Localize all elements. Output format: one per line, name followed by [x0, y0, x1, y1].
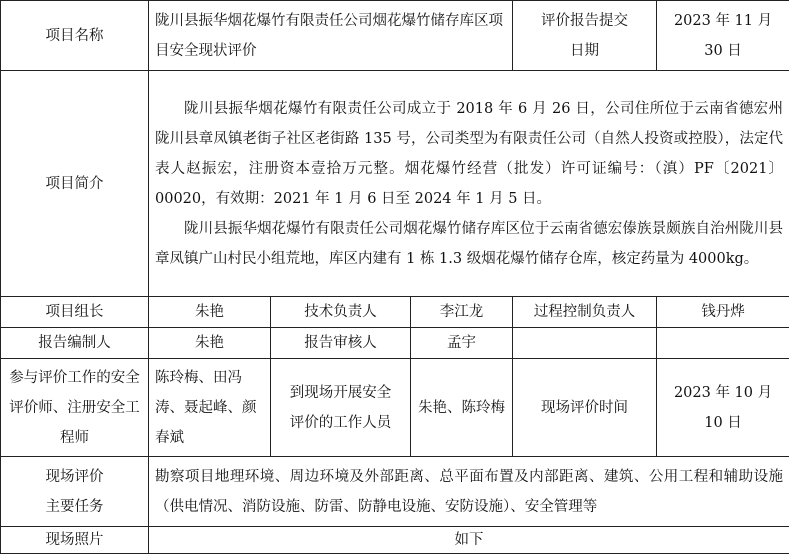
onsite-time-value: 2023 年 10 月 10 日: [657, 359, 789, 457]
tasks-value: 勘察项目地理环境、周边环境及外部距离、总平面布置及内部距离、建筑、公用工程和辅助设施（供电情况、消防设施、防雷、防静电设施、安防设施）、安全管理等: [149, 457, 789, 527]
tech-lead-label: 技术负责人: [271, 297, 411, 328]
tech-lead-value: 李江龙: [411, 297, 513, 328]
process-lead-label: 过程控制负责人: [513, 297, 657, 328]
empty-cell: [657, 328, 789, 359]
reviewer-value: 孟宇: [411, 328, 513, 359]
photos-label: 现场照片: [1, 527, 149, 554]
intro-paragraph-2: 陇川县振华烟花爆竹有限责任公司烟花爆竹储存库区位于云南省德宏傣族景颇族自治州陇川县章凤镇广山村民小组荒地，库区内建有 1 栋 1.3 级烟花爆竹储存仓库，核定药量为 4000kg。: [155, 214, 783, 274]
process-lead-value: 钱丹烨: [657, 297, 789, 328]
empty-cell: [513, 328, 657, 359]
onsite-time-label: 现场评价时间: [513, 359, 657, 457]
intro-content: [149, 71, 789, 297]
intro-paragraph-1: 陇川县振华烟花爆竹有限责任公司成立于 2018 年 6 月 26 日，公司住所位于云南省德宏州陇川县章凤镇老街子社区老街路 135 号，公司类型为有限责任公司（自然人投资或控股），法定代表人赵振宏，注册资本壹拾万元整。烟花爆竹经营（批发）许可证编号：（滇）PF〔2021〕00020，有效期：2021 年 1 月 6 日至 2024 年 1 月 5 日。: [155, 94, 783, 214]
writer-label: 报告编制人: [1, 328, 149, 359]
leader-label: 项目组长: [1, 297, 149, 328]
participants-label: 参与评价工作的安全评价师、注册安全工程师: [1, 359, 149, 457]
tasks-label: 现场评价主要任务: [1, 457, 149, 527]
photos-value: 如下: [149, 527, 789, 554]
writer-value: 朱艳: [149, 328, 271, 359]
intro-label: 项目简介: [1, 71, 149, 297]
reviewer-label: 报告审核人: [271, 328, 411, 359]
participants-value: 陈玲梅、田冯涛、聂起峰、颜春斌: [149, 359, 271, 457]
project-name-label: 项目名称: [1, 1, 149, 71]
onsite-staff-value: 朱艳、陈玲梅: [411, 359, 513, 457]
submit-date-label: 评价报告提交日期: [513, 1, 657, 71]
submit-date-value: 2023 年 11 月 30 日: [657, 1, 789, 71]
leader-value: 朱艳: [149, 297, 271, 328]
project-name-value: 陇川县振华烟花爆竹有限责任公司烟花爆竹储存库区项目安全现状评价: [149, 1, 513, 71]
onsite-staff-label: 到现场开展安全评价的工作人员: [271, 359, 411, 457]
